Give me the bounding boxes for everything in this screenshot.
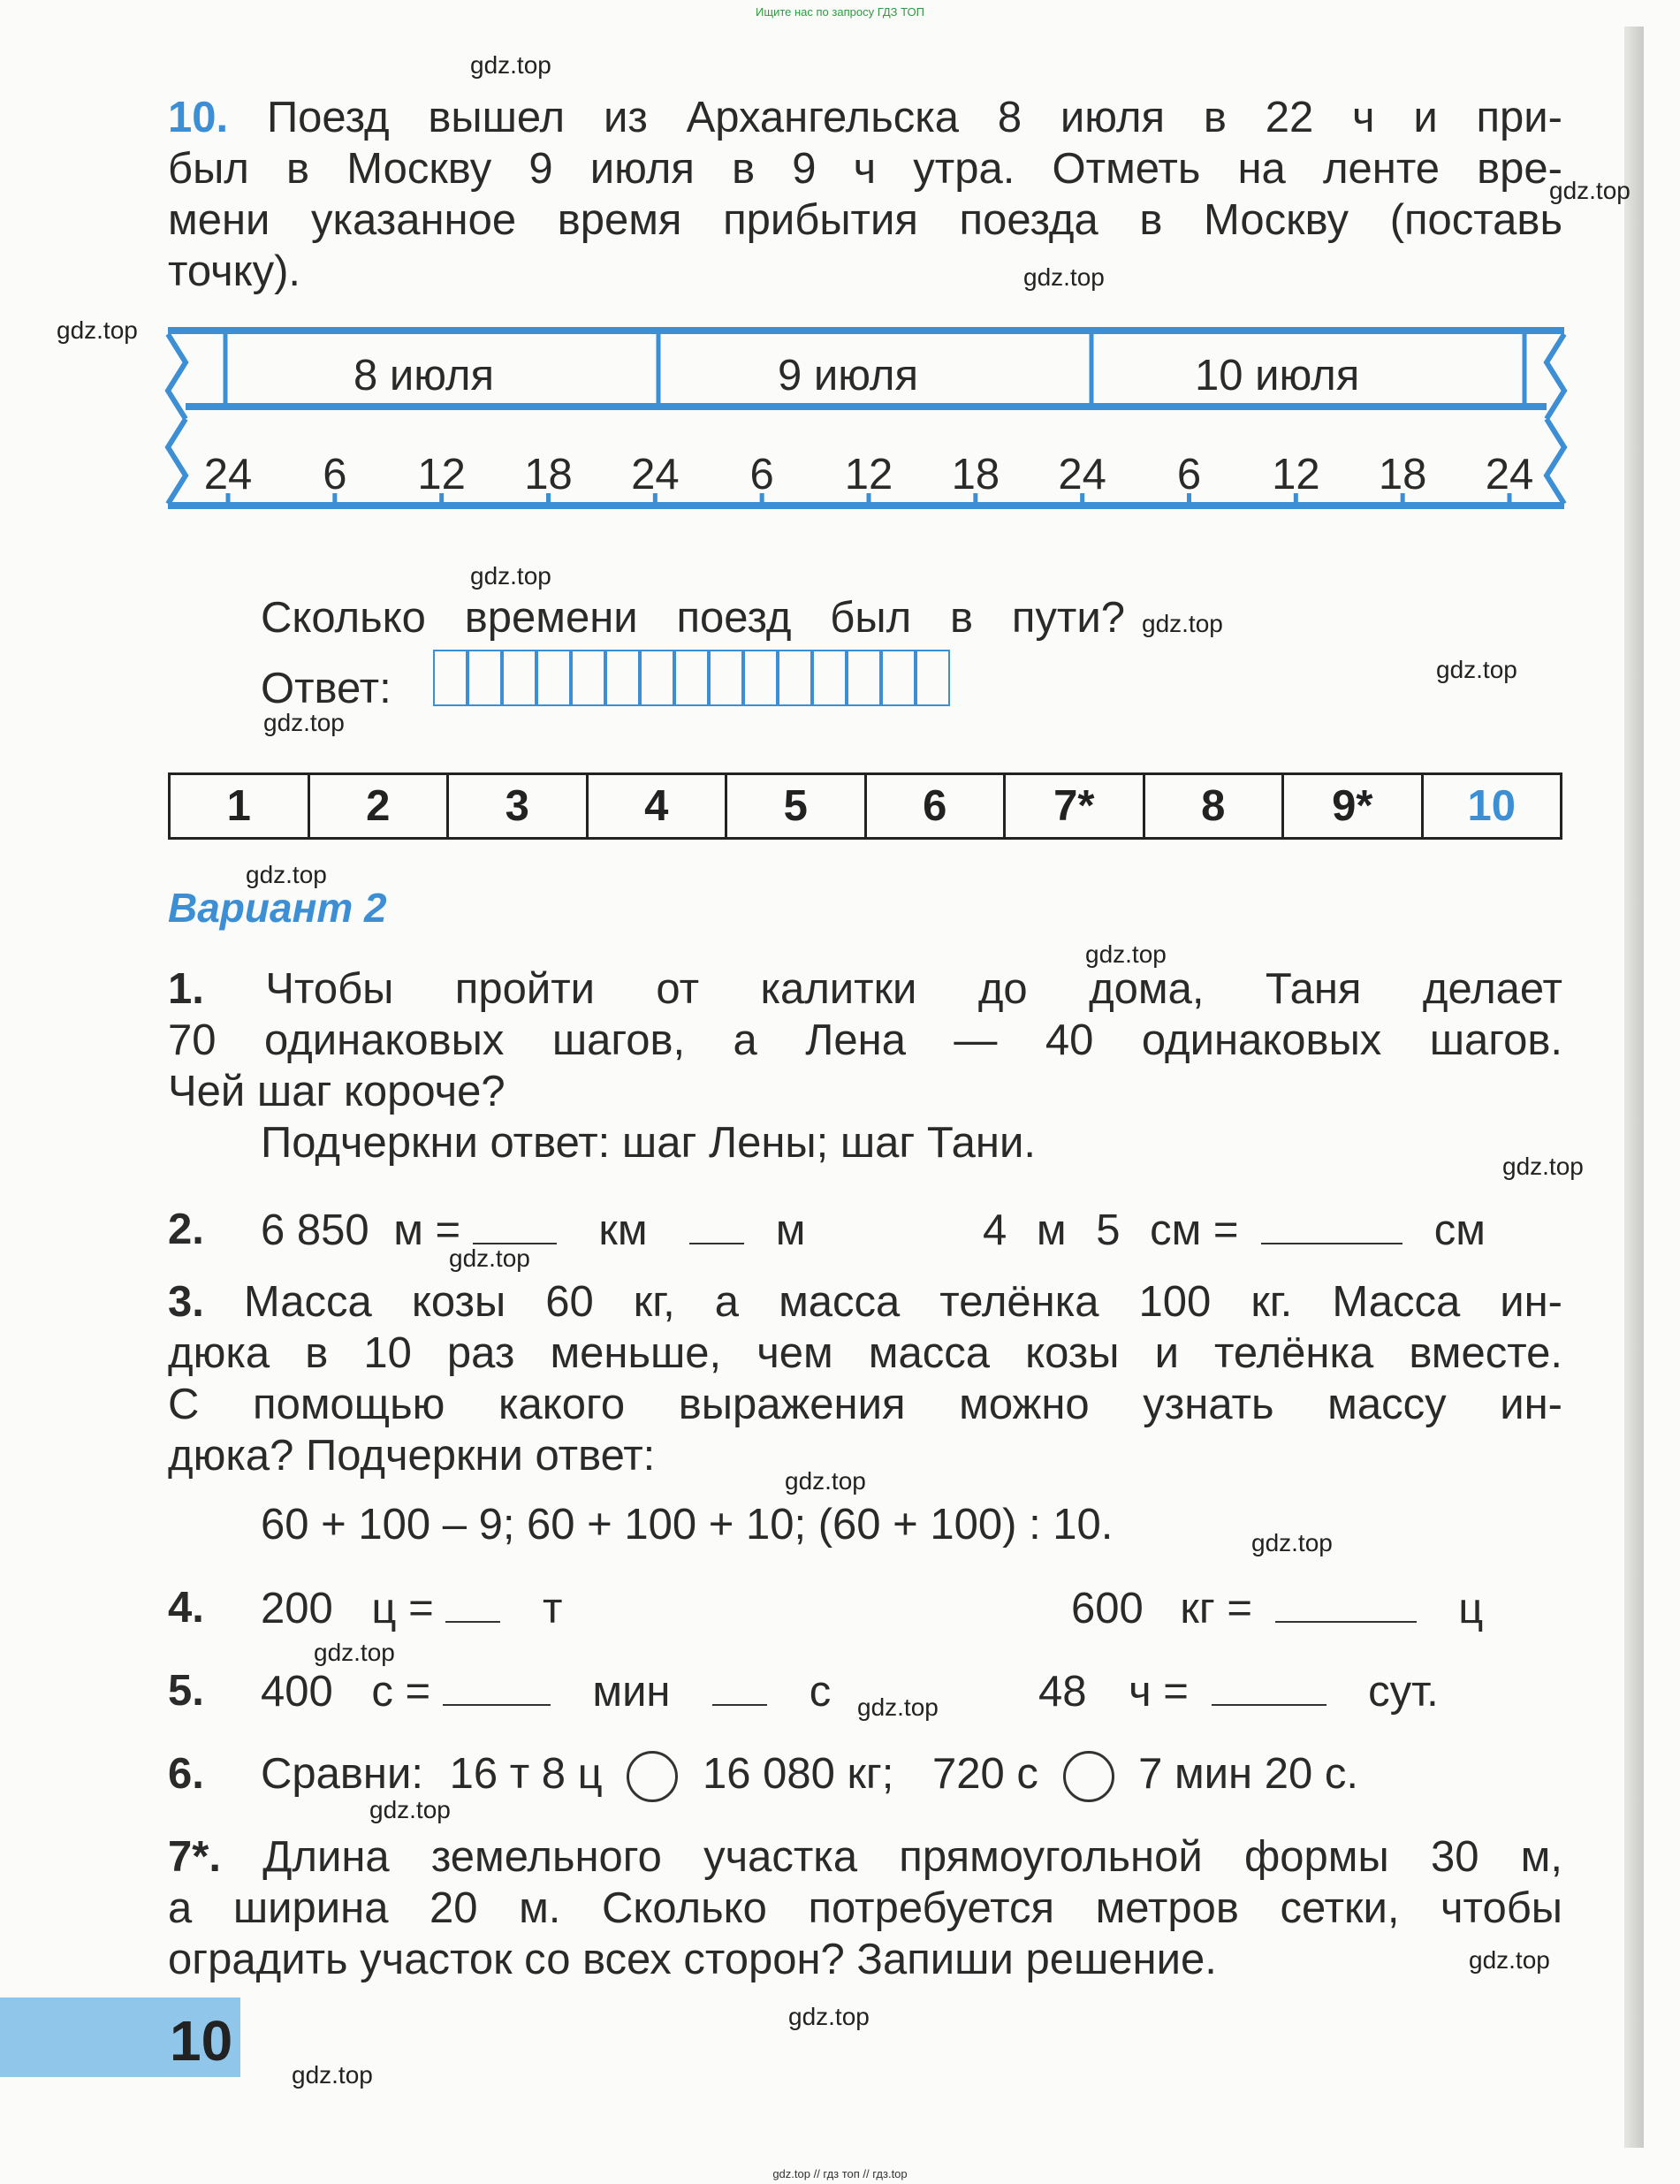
- watermark: gdz.top: [470, 562, 551, 590]
- task3-options: 60 + 100 – 9; 60 + 100 + 10; (60 + 100) : 10.: [261, 1501, 1114, 1549]
- ribbon-left-wave-lower: [168, 419, 186, 504]
- task10-question-text: Сколько времени поезд был в пути?: [261, 594, 1125, 642]
- task4-left-value: 200: [261, 1585, 333, 1632]
- task4-right: [1071, 1582, 1483, 1634]
- hour-label: 6: [1176, 451, 1202, 498]
- top-note: Ищите нас по запросу ГДЗ ТОП: [756, 5, 924, 19]
- task7-line-1: [168, 1831, 1562, 1883]
- answer-cell[interactable]: [743, 650, 778, 706]
- nav-cell-8[interactable]: 8: [1145, 775, 1285, 837]
- task3-line-2: дюка в 10 раз меньше, чем масса козы и телёнка вместе.: [168, 1329, 1562, 1377]
- task2-m-eq: м =: [393, 1206, 461, 1254]
- watermark: gdz.top: [1142, 610, 1223, 637]
- task2-right-4: 4: [983, 1206, 1007, 1254]
- answer-cell[interactable]: [812, 650, 847, 706]
- task2-row: [168, 1204, 204, 1255]
- task7-number: 7*.: [168, 1833, 221, 1881]
- hour-label: 24: [1058, 451, 1106, 498]
- task3-line-1: [168, 1276, 1562, 1328]
- task1-text-1: Чтобы пройти от калитки до дома, Таня делает: [265, 965, 1562, 1013]
- task10-answer-label: Ответ:: [261, 665, 391, 712]
- watermark: gdz.top: [57, 316, 138, 344]
- answer-cell[interactable]: [640, 650, 674, 706]
- task3-line-3: С помощью какого выражения можно узнать массу ин-: [168, 1381, 1562, 1428]
- task1-line-3: Чей шаг короче?: [168, 1068, 506, 1115]
- task6-compare-circle-2[interactable]: [1063, 1751, 1114, 1802]
- task6-right-a: 720 с: [932, 1750, 1038, 1798]
- watermark: gdz.top: [369, 1796, 451, 1823]
- task2-m: м: [775, 1206, 806, 1254]
- watermark: gdz.top: [857, 1693, 939, 1721]
- task5-min: мин: [592, 1668, 671, 1716]
- watermark: gdz.top: [788, 2003, 870, 2030]
- task10-text-1: Поезд вышел из Архангельска 8 июля в 22 ч и при-: [266, 94, 1562, 141]
- task6-left: 16 т 8 ц: [449, 1750, 603, 1798]
- task10-line-4: точку).: [168, 247, 301, 295]
- watermark: gdz.top: [1469, 1946, 1550, 1974]
- task6-number-text: 6.: [168, 1750, 204, 1798]
- task1-answer-line: Подчеркни ответ: шаг Лены; шаг Тани.: [261, 1119, 1036, 1167]
- task4-left: [261, 1582, 562, 1634]
- answer-cell[interactable]: [502, 650, 536, 706]
- task2-m-blank[interactable]: [689, 1204, 744, 1244]
- nav-cell-3[interactable]: 3: [449, 775, 589, 837]
- page-number: 10: [170, 2009, 233, 2073]
- watermark: gdz.top: [314, 1639, 395, 1666]
- watermark: gdz.top: [1549, 177, 1631, 204]
- task4-number: [168, 1582, 204, 1633]
- task4-right-blank[interactable]: [1275, 1582, 1417, 1623]
- task2-km-blank[interactable]: [473, 1204, 557, 1244]
- answer-cell[interactable]: [709, 650, 743, 706]
- task6-compare-circle-1[interactable]: [627, 1751, 678, 1802]
- day-label-8: 8 июля: [353, 352, 495, 400]
- task5-right-value: 48: [1038, 1668, 1087, 1716]
- task4-left-unit: т: [542, 1585, 563, 1632]
- answer-cell[interactable]: [605, 650, 640, 706]
- answer-cell[interactable]: [881, 650, 916, 706]
- task2-right-cm: см: [1433, 1206, 1486, 1254]
- hour-label: 18: [951, 451, 1000, 498]
- variant-title: Вариант 2: [168, 885, 387, 931]
- watermark: gdz.top: [246, 861, 327, 888]
- answer-grid[interactable]: [433, 650, 950, 706]
- task3-line-4: дюка? Подчеркни ответ:: [168, 1432, 656, 1480]
- task5-s-blank[interactable]: [712, 1665, 767, 1706]
- answer-cell[interactable]: [433, 650, 468, 706]
- hour-label: 12: [844, 451, 893, 498]
- task3-text-1: Масса козы 60 кг, а масса телёнка 100 кг. Масса ин-: [243, 1278, 1562, 1326]
- task6-label: Сравни:: [261, 1750, 423, 1798]
- task1-line-1: [168, 963, 1562, 1015]
- hour-label: 12: [417, 451, 466, 498]
- ribbon-right-wave: [1547, 334, 1564, 419]
- task4-left-blank[interactable]: [445, 1582, 500, 1623]
- task5-right-blank[interactable]: [1212, 1665, 1327, 1706]
- answer-cell[interactable]: [468, 650, 502, 706]
- task10-question: [261, 592, 1125, 643]
- hour-label: 12: [1272, 451, 1320, 498]
- task3-number: 3.: [168, 1278, 204, 1326]
- ribbon-bottom-edge: [168, 502, 1564, 509]
- task4-right-value: 600: [1071, 1585, 1144, 1632]
- task5-min-blank[interactable]: [443, 1665, 551, 1706]
- day-label-10: 10 июля: [1195, 352, 1360, 400]
- task2-left: [261, 1204, 805, 1256]
- task5-left: [261, 1665, 831, 1717]
- watermark: gdz.top: [1436, 656, 1517, 683]
- watermark: gdz.top: [470, 51, 551, 79]
- watermark: gdz.top: [1085, 940, 1167, 968]
- task4-number-text: 4.: [168, 1584, 204, 1632]
- watermark: gdz.top: [449, 1244, 530, 1272]
- task1-line-2: 70 одинаковых шагов, а Лена — 40 одинаковых шагов.: [168, 1016, 1562, 1064]
- nav-cell-9[interactable]: 9*: [1284, 775, 1424, 837]
- task2-right-5: 5: [1096, 1206, 1121, 1254]
- ribbon-left-wave: [168, 334, 186, 419]
- task2-right: [983, 1204, 1486, 1256]
- task4-right-eq: кг =: [1180, 1585, 1252, 1632]
- nav-cell-4[interactable]: 4: [589, 775, 728, 837]
- hour-label: 24: [1485, 451, 1534, 498]
- hour-label: 18: [524, 451, 573, 498]
- task5-left-eq: с =: [371, 1668, 431, 1716]
- nav-cell-6[interactable]: 6: [867, 775, 1007, 837]
- task2-right-m: м: [1036, 1206, 1067, 1254]
- task10-number: 10.: [168, 94, 229, 141]
- task-nav-strip: [168, 772, 1562, 840]
- task5-right-eq: ч =: [1129, 1668, 1189, 1716]
- task6-row: [261, 1748, 1358, 1802]
- task5-number-text: 5.: [168, 1667, 204, 1715]
- task10-line-2: был в Москву 9 июля в 9 ч утра. Отметь на ленте вре-: [168, 145, 1562, 193]
- task7-line-3: оградить участок со всех сторон? Запиши решение.: [168, 1936, 1217, 1983]
- watermark: gdz.top: [263, 709, 345, 736]
- day-label-9: 9 июля: [778, 352, 919, 400]
- ribbon-right-wave-lower: [1547, 419, 1564, 504]
- ribbon-middle-edge: [186, 403, 1547, 410]
- nav-cell-10[interactable]: 10: [1467, 782, 1516, 830]
- task7-line-2: а ширина 20 м. Сколько потребуется метров сетки, чтобы: [168, 1884, 1562, 1932]
- task5-left-value: 400: [261, 1668, 333, 1716]
- task2-value: 6 850: [261, 1206, 369, 1254]
- answer-cell[interactable]: [778, 650, 812, 706]
- nav-cell-5[interactable]: 5: [727, 775, 867, 837]
- task4-right-unit: ц: [1458, 1585, 1484, 1632]
- watermark: gdz.top: [1023, 263, 1105, 291]
- task6-right-b: 7 мин 20 с.: [1138, 1750, 1358, 1798]
- nav-cell-1[interactable]: 1: [171, 775, 310, 837]
- answer-cell[interactable]: [536, 650, 571, 706]
- answer-cell[interactable]: [674, 650, 709, 706]
- answer-cell[interactable]: [916, 650, 950, 706]
- hour-label: 18: [1378, 451, 1427, 498]
- watermark: gdz.top: [785, 1467, 866, 1495]
- task2-right-cm-eq: см =: [1150, 1206, 1239, 1254]
- ribbon-top-edge: [168, 327, 1564, 334]
- task6-middle: 16 080 кг;: [702, 1750, 894, 1798]
- page-number-tab: [0, 1998, 240, 2077]
- watermark: gdz.top: [1251, 1529, 1333, 1556]
- page-spine-shadow: [1624, 27, 1644, 2148]
- watermark: gdz.top: [292, 2061, 373, 2089]
- task10-line-1: [168, 92, 1562, 143]
- answer-cell[interactable]: [847, 650, 881, 706]
- task4-left-eq: ц =: [371, 1585, 434, 1632]
- task2-number: 2.: [168, 1206, 204, 1253]
- hour-label: 24: [203, 451, 253, 498]
- answer-cell[interactable]: [571, 650, 605, 706]
- hour-label: 24: [631, 451, 680, 498]
- task1-number: 1.: [168, 965, 204, 1013]
- task5-number: [168, 1665, 204, 1716]
- watermark: gdz.top: [1502, 1153, 1584, 1180]
- task5-right: [1038, 1665, 1439, 1717]
- nav-cell-7[interactable]: 7*: [1006, 775, 1145, 837]
- nav-cell-2[interactable]: 2: [310, 775, 450, 837]
- task6-number: [168, 1748, 204, 1800]
- task7-text-1: Длина земельного участка прямоугольной формы 30 м,: [262, 1833, 1562, 1881]
- bottom-note: gdz.top // гдз топ // гдз.top: [772, 2167, 908, 2180]
- hour-label: 6: [323, 451, 347, 498]
- task5-s: с: [809, 1668, 832, 1716]
- task2-km: км: [598, 1206, 648, 1254]
- task10-line-3: мени указанное время прибытия поезда в Москву (поставь: [168, 196, 1562, 244]
- hour-label: 6: [749, 451, 774, 498]
- task5-right-unit: сут.: [1368, 1668, 1439, 1716]
- task2-cm-blank[interactable]: [1261, 1204, 1403, 1244]
